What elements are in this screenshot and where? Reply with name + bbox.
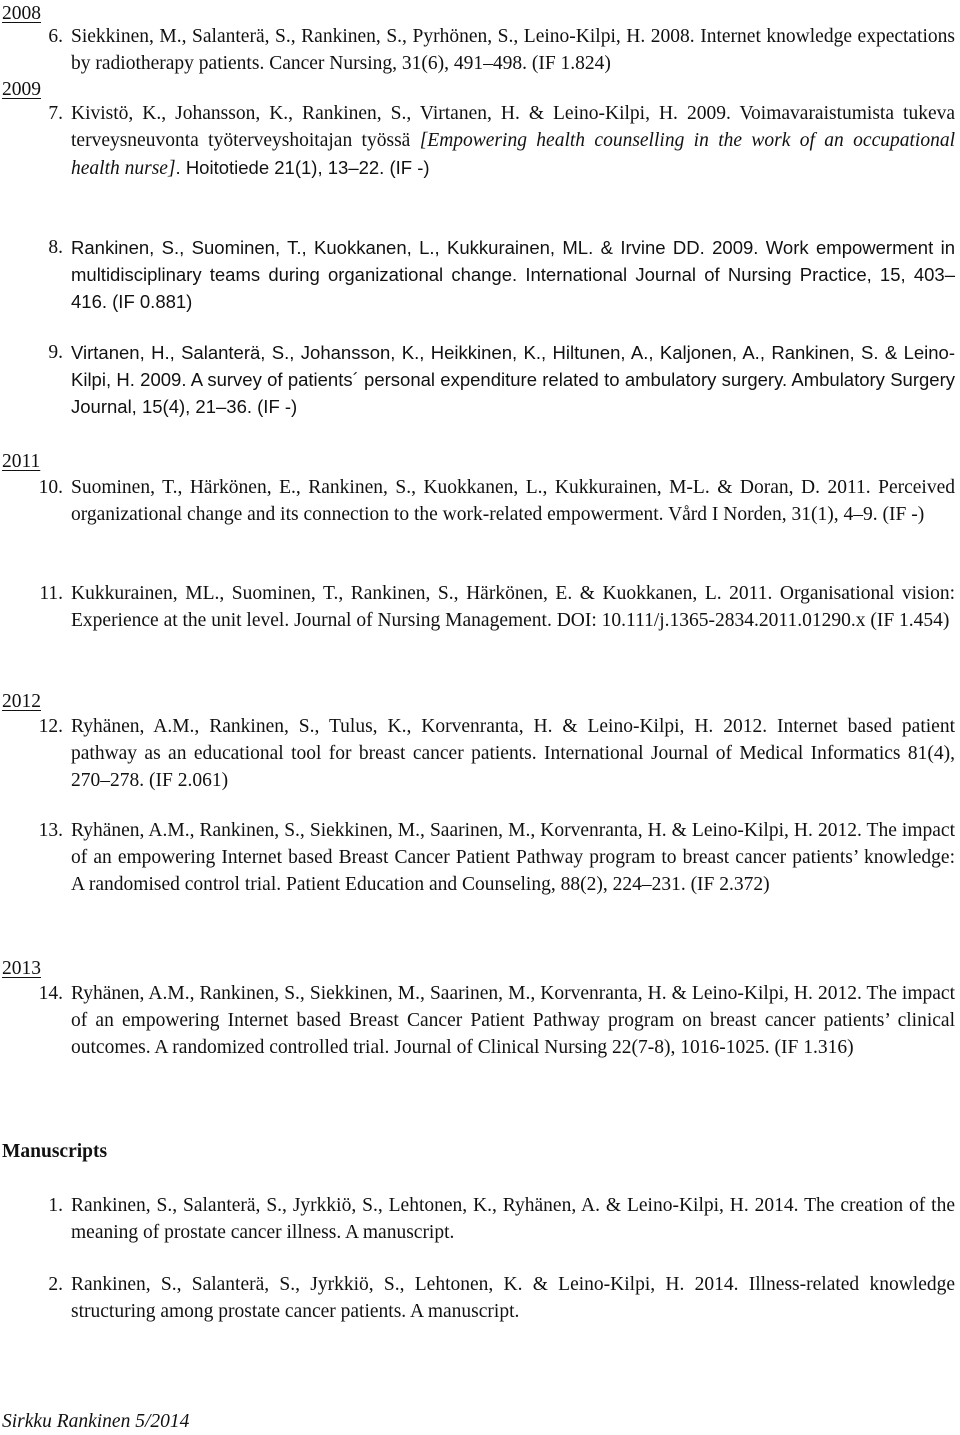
entry-citation: Ryhänen, A.M., Rankinen, S., Tulus, K., Korvenranta, H. & Leino-Kilpi, H. 2012. Internet based patient pathway as an educational tool for breast cancer patients. International Journal of Medical Informatics 81(4), 270‒278. (IF 2.061) [71, 716, 955, 791]
entry-number: 2. [48, 1274, 63, 1295]
year-heading-2013: 2013 [2, 958, 41, 979]
citation-text: Kivistö, K., Johansson, K., Rankinen, S., Virtanen, H. & Leino-Kilpi, H. 2009. Voimavaraistumista tukeva terveysneuvonta työterveyshoitajan työssä [71, 103, 955, 151]
entry-number: 13. [38, 820, 63, 841]
entry-number: 10. [38, 477, 63, 498]
entry-number: 7. [48, 103, 63, 124]
entry-number: 9. [48, 342, 63, 363]
entry-citation [71, 100, 955, 182]
year-heading-2011: 2011 [2, 451, 41, 472]
publication-entry-7 [0, 100, 957, 182]
entry-number: 1. [48, 1195, 63, 1216]
citation-translated-title: [Empowering health counselling in the work of an occupational health nurse] [71, 130, 955, 179]
publication-entry-13 [0, 817, 957, 898]
year-heading-2009: 2009 [2, 79, 41, 100]
publication-entry-11 [0, 580, 957, 634]
citation-source: . Hoitotiede 21(1), 13‒22. (IF -) [175, 157, 430, 178]
manuscripts-heading: Manuscripts [2, 1141, 108, 1162]
entry-citation: Rankinen, S., Suominen, T., Kuokkanen, L., Kukkurainen, ML. & Irvine DD. 2009. Work empowerment in multidisciplinary teams during organizational change. International Journal of Nursing Practice, 15, 403‒416. (IF 0.881) [71, 237, 955, 312]
entry-number: 12. [38, 716, 63, 737]
publication-entry-8 [0, 234, 957, 315]
year-heading-2008: 2008 [2, 3, 41, 24]
entry-number: 8. [48, 237, 63, 258]
entry-citation: Rankinen, S., Salanterä, S., Jyrkkiö, S., Lehtonen, K., Ryhänen, A. & Leino-Kilpi, H. 2014. The creation of the meaning of prostate cancer illness. A manuscript. [71, 1195, 955, 1243]
manuscript-entry-1 [0, 1192, 957, 1246]
footer-author-date: Sirkku Rankinen 5/2014 [2, 1411, 190, 1432]
publication-entry-9 [0, 339, 957, 420]
entry-citation: Suominen, T., Härkönen, E., Rankinen, S., Kuokkanen, L., Kukkurainen, M-L. & Doran, D. 2011. Perceived organizational change and its connection to the work-related empowerment. Vård I Norden, 31(1), 4‒9. (IF -) [71, 477, 955, 525]
publication-entry-14 [0, 980, 957, 1061]
entry-citation: Siekkinen, M., Salanterä, S., Rankinen, S., Pyrhönen, S., Leino-Kilpi, H. 2008. Internet knowledge expectations by radiotherapy patients. Cancer Nursing, 31(6), 491‒498. (IF 1.824) [71, 26, 955, 74]
entry-citation: Ryhänen, A.M., Rankinen, S., Siekkinen, M., Saarinen, M., Korvenranta, H. & Leino-Kilpi, H. 2012. The impact of an empowering Internet based Breast Cancer Patient Pathway program on breast cancer patients’ clinical outcomes. A randomized controlled trial. Journal of Clinical Nursing 22(7-8), 1016-1025. (IF 1.316) [71, 983, 955, 1058]
entry-number: 11. [39, 583, 63, 604]
entry-citation: Rankinen, S., Salanterä, S., Jyrkkiö, S., Lehtonen, K. & Leino-Kilpi, H. 2014. Illness-related knowledge structuring among prostate cancer patients. A manuscript. [71, 1274, 955, 1322]
publication-entry-6 [0, 23, 957, 77]
entry-citation: Kukkurainen, ML., Suominen, T., Rankinen, S., Härkönen, E. & Kuokkanen, L. 2011. Organisational vision: Experience at the unit level. Journal of Nursing Management. DOI: 10.111/j.1365-2834.2011.01290.x (IF 1.454) [71, 583, 955, 631]
year-heading-2012: 2012 [2, 691, 41, 712]
publication-entry-10 [0, 474, 957, 528]
entry-number: 14. [38, 983, 63, 1004]
publication-entry-12 [0, 713, 957, 794]
entry-number: 6. [48, 26, 63, 47]
entry-citation: Ryhänen, A.M., Rankinen, S., Siekkinen, M., Saarinen, M., Korvenranta, H. & Leino-Kilpi, H. 2012. The impact of an empowering Internet based Breast Cancer Patient Pathway program to breast cancer patients’ knowledge: A randomised control trial. Patient Education and Counseling, 88(2), 224‒231. (IF 2.372) [71, 820, 955, 895]
manuscript-entry-2 [0, 1271, 957, 1325]
entry-citation: Virtanen, H., Salanterä, S., Johansson, K., Heikkinen, K., Hiltunen, A., Kaljonen, A., Rankinen, S. & Leino-Kilpi, H. 2009. A survey of patients´ personal expenditure related to ambulatory surgery. Ambulatory Surgery Journal, 15(4), 21‒36. (IF -) [71, 342, 955, 417]
